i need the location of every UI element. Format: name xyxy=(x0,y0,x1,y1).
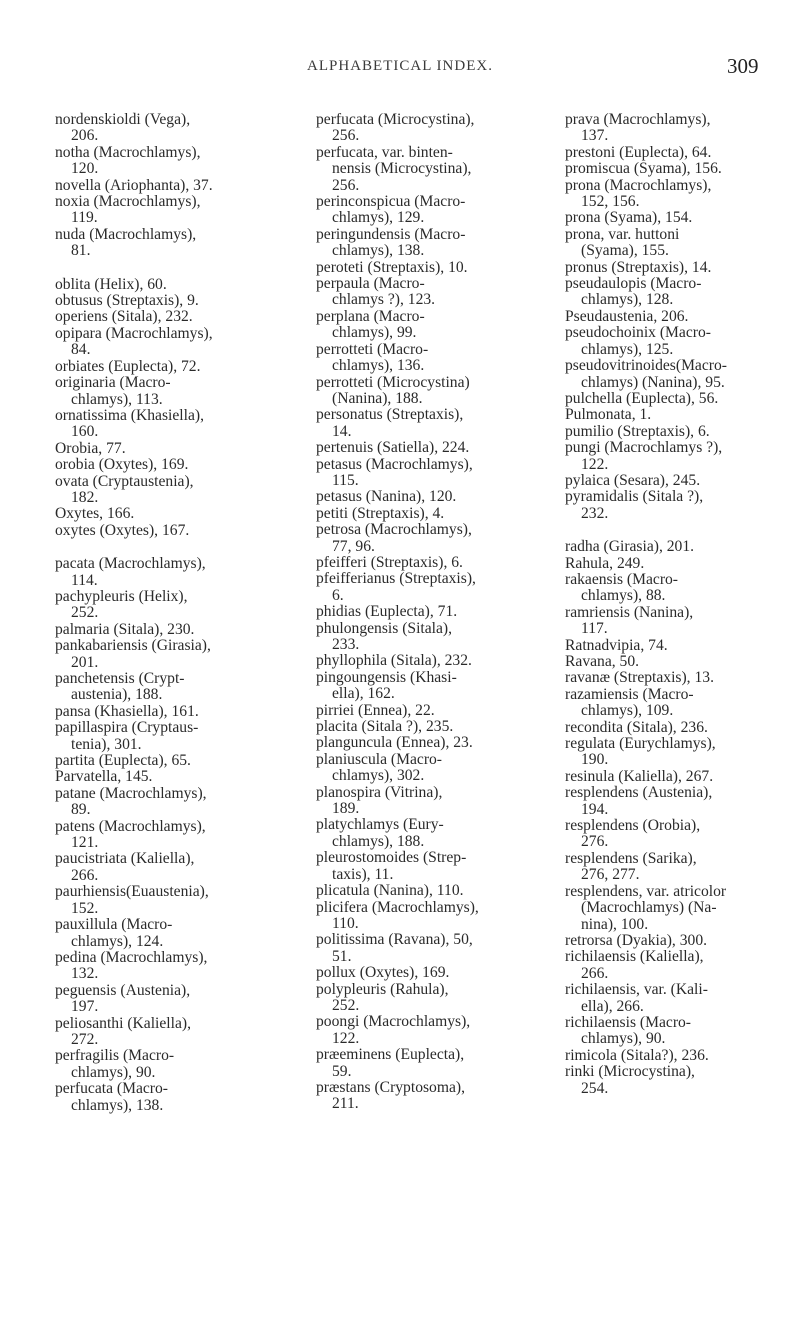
index-entry: razamiensis (Macro- chlamys), 109. xyxy=(565,685,694,720)
index-entry: politissima (Ravana), 50, 51. xyxy=(316,931,473,965)
index-entry: perfucata (Microcystina), 256. xyxy=(316,111,475,145)
index-entry: Rahula, 249. xyxy=(565,554,645,572)
index-entry: plicatula (Nanina), 110. xyxy=(316,882,464,900)
index-entry: perfucata, var. binten- nensis (Microcystina), 256. xyxy=(316,143,472,194)
index-entry: poongi (Macrochlamys), 122. xyxy=(316,1013,471,1047)
index-entry: opipara (Macrochlamys), 84. xyxy=(55,324,213,359)
index-entry: peroteti (Streptaxis), 10. xyxy=(316,258,468,276)
index-entry: pumilio (Streptaxis), 6. xyxy=(565,422,710,440)
index-entry: ovata (Cryptaustenia), 182. xyxy=(55,472,194,506)
index-entry: pertenuis (Satiella), 224. xyxy=(316,439,470,457)
letter-section-gap xyxy=(55,260,285,277)
index-entry: resinula (Kaliella), 267. xyxy=(565,767,714,785)
index-entry: operiens (Sitala), 232. xyxy=(55,308,193,326)
index-entry: phulongensis (Sitala), 233. xyxy=(316,619,452,653)
page-header xyxy=(0,0,800,100)
index-entry: perpaula (Macro- chlamys ?), 123. xyxy=(316,275,436,309)
index-entry: noxia (Macrochlamys), 119. xyxy=(55,193,201,227)
index-entry: originaria (Macro- chlamys), 113. xyxy=(55,374,171,408)
index-entry: planguncula (Ennea), 23. xyxy=(316,734,473,752)
index-entry: resplendens (Orobia), 276. xyxy=(565,817,701,851)
index-entry: richilaensis (Kaliella), 266. xyxy=(565,948,704,982)
index-entry: retrorsa (Dyakia), 300. xyxy=(565,931,708,949)
index-entry: platychlamys (Eury- chlamys), 188. xyxy=(316,816,444,850)
index-entry: pollux (Oxytes), 169. xyxy=(316,964,450,982)
index-entry: papillaspira (Cryptaus- tenia), 301. xyxy=(55,719,199,753)
index-entry: planospira (Vitrina), 189. xyxy=(316,783,443,818)
index-entry: phyllophila (Sitala), 232. xyxy=(316,652,472,670)
index-entry: peliosanthi (Kaliella), 272. xyxy=(55,1014,191,1048)
index-entry: pacata (Macrochlamys), 114. xyxy=(55,555,206,589)
index-column-3 xyxy=(565,112,795,1097)
index-entry: pleurostomoides (Strep- taxis), 11. xyxy=(316,849,467,883)
index-entry: personatus (Streptaxis), 14. xyxy=(316,406,464,440)
index-entry: regulata (Eurychlamys), 190. xyxy=(565,735,716,769)
index-entry: Orobia, 77. xyxy=(55,439,126,457)
index-entry: perfragilis (Macro- chlamys), 90. xyxy=(55,1047,175,1081)
index-entry: pedina (Macrochlamys), 132. xyxy=(55,948,208,983)
index-entry: resplendens, var. atricolor (Macrochlamys) (Na- nina), 100. xyxy=(565,882,727,933)
index-entry: patane (Macrochlamys), 89. xyxy=(55,784,207,819)
index-entry: præstans (Cryptosoma), 211. xyxy=(316,1078,465,1113)
index-entry: richilaensis, var. (Kali- ella), 266. xyxy=(565,981,708,1015)
index-entry: pyramidalis (Sitala ?), 232. xyxy=(565,488,704,522)
index-entry: paurhiensis(Euaustenia), 152. xyxy=(55,883,209,917)
index-entry: paucistriata (Kaliella), 266. xyxy=(55,850,195,884)
index-entry: præeminens (Euplecta), 59. xyxy=(316,1046,465,1080)
index-entry: pronus (Streptaxis), 14. xyxy=(565,258,712,276)
index-entry: perfucata (Macro- chlamys), 138. xyxy=(55,1080,168,1114)
index-entry: Pseudaustenia, 206. xyxy=(565,307,689,325)
index-column-1 xyxy=(55,112,285,1114)
index-entry: pankabariensis (Girasia), 201. xyxy=(55,637,211,671)
page-number: 309 xyxy=(727,54,759,78)
index-entry: Parvatella, 145. xyxy=(55,768,153,786)
index-entry: pseudaulopis (Macro- chlamys), 128. xyxy=(565,275,702,309)
index-entry: ravanæ (Streptaxis), 13. xyxy=(565,669,714,687)
index-entry: obtusus (Streptaxis), 9. xyxy=(55,292,199,310)
index-entry: Ratnadvipia, 74. xyxy=(565,636,668,654)
index-entry: phidias (Euplecta), 71. xyxy=(316,603,458,621)
index-entry: rinki (Microcystina), 254. xyxy=(565,1063,695,1097)
index-entry: promiscua (Syama), 156. xyxy=(565,160,722,178)
index-entry: radha (Girasia), 201. xyxy=(565,538,695,556)
running-title: ALPHABETICAL INDEX. xyxy=(307,58,493,74)
index-entry: perinconspicua (Macro- chlamys), 129. xyxy=(316,193,466,227)
index-entry: peguensis (Austenia), 197. xyxy=(55,981,191,1016)
index-entry: orobia (Oxytes), 169. xyxy=(55,456,189,474)
index-entry: perrotteti (Macro- chlamys), 136. xyxy=(316,340,429,375)
index-entry: perplana (Macro- chlamys), 99. xyxy=(316,307,425,342)
index-entry: nordenskioldi (Vega), 206. xyxy=(55,111,191,145)
index-entry: pfeifferianus (Streptaxis), 6. xyxy=(316,570,476,604)
index-entry: panchetensis (Crypt- austenia), 188. xyxy=(55,670,185,704)
index-entry: Pulmonata, 1. xyxy=(565,406,652,424)
index-entry: prestoni (Euplecta), 64. xyxy=(565,143,712,161)
index-entry: pfeifferi (Streptaxis), 6. xyxy=(316,553,463,571)
index-entry: polypleuris (Rahula), 252. xyxy=(316,980,449,1014)
index-entry: pachypleuris (Helix), 252. xyxy=(55,587,188,622)
index-entry: nuda (Macrochlamys), 81. xyxy=(55,225,197,260)
index-entry: ramriensis (Nanina), 117. xyxy=(565,603,694,638)
index-entry: Oxytes, 166. xyxy=(55,505,135,523)
index-entry: recondita (Sitala), 236. xyxy=(565,718,708,736)
index-entry: planiuscula (Macro- chlamys), 302. xyxy=(316,750,442,785)
index-entry: pylaica (Sesara), 245. xyxy=(565,471,701,489)
index-entry: petasus (Nanina), 120. xyxy=(316,488,457,506)
letter-section-gap xyxy=(55,539,285,556)
index-entry: notha (Macrochlamys), 120. xyxy=(55,143,201,178)
index-entry: ornatissima (Khasiella), 160. xyxy=(55,406,204,441)
index-entry: rimicola (Sitala?), 236. xyxy=(565,1046,709,1064)
index-entry: palmaria (Sitala), 230. xyxy=(55,620,195,638)
index-entry: resplendens (Sarika), 276, 277. xyxy=(565,849,697,884)
index-entry: Ravana, 50. xyxy=(565,653,640,670)
index-entry: plicifera (Macrochlamys), 110. xyxy=(316,898,479,932)
index-entry: petrosa (Macrochlamys), 77, 96. xyxy=(316,521,472,555)
index-entry: prona (Syama), 154. xyxy=(565,209,693,227)
index-entry: orbiates (Euplecta), 72. xyxy=(55,357,201,375)
index-entry: richilaensis (Macro- chlamys), 90. xyxy=(565,1013,691,1048)
index-entry: petasus (Macrochlamys), 115. xyxy=(316,455,473,489)
index-column-2 xyxy=(316,112,546,1113)
index-entry: prona (Macrochlamys), 152, 156. xyxy=(565,176,712,211)
index-entry: petiti (Streptaxis), 4. xyxy=(316,504,445,522)
index-entry: placita (Sitala ?), 235. xyxy=(316,718,454,736)
index-entry: rakaensis (Macro- chlamys), 88. xyxy=(565,570,679,605)
index-entry: oxytes (Oxytes), 167. xyxy=(55,521,190,539)
index-entry: perrotteti (Microcystina) (Nanina), 188. xyxy=(316,373,470,407)
index-entry: prava (Macrochlamys), 137. xyxy=(565,111,711,145)
index-entry: pauxillula (Macro- chlamys), 124. xyxy=(55,916,173,950)
index-entry: peringundensis (Macro- chlamys), 138. xyxy=(316,225,466,260)
index-entry: pansa (Khasiella), 161. xyxy=(55,702,199,720)
letter-section-gap xyxy=(565,522,795,539)
index-entry: prona, var. huttoni (Syama), 155. xyxy=(565,225,680,260)
index-entry: pingoungensis (Khasi- ella), 162. xyxy=(316,668,457,703)
index-entry: partita (Euplecta), 65. xyxy=(55,752,191,770)
index-entry: novella (Ariophanta), 37. xyxy=(55,176,213,194)
index-entry: pseudochoinix (Macro- chlamys), 125. xyxy=(565,324,711,358)
index-entry: pseudovitrinoides(Macro- chlamys) (Nanina), 95. xyxy=(565,357,727,391)
index-entry: patens (Macrochlamys), 121. xyxy=(55,817,206,852)
index-entry: resplendens (Austenia), 194. xyxy=(565,784,713,818)
index-entry: pulchella (Euplecta), 56. xyxy=(565,389,719,407)
index-entry: pirriei (Ennea), 22. xyxy=(316,701,435,719)
index-entry: pungi (Macrochlamys ?), 122. xyxy=(565,439,723,473)
index-entry: oblita (Helix), 60. xyxy=(55,275,167,293)
